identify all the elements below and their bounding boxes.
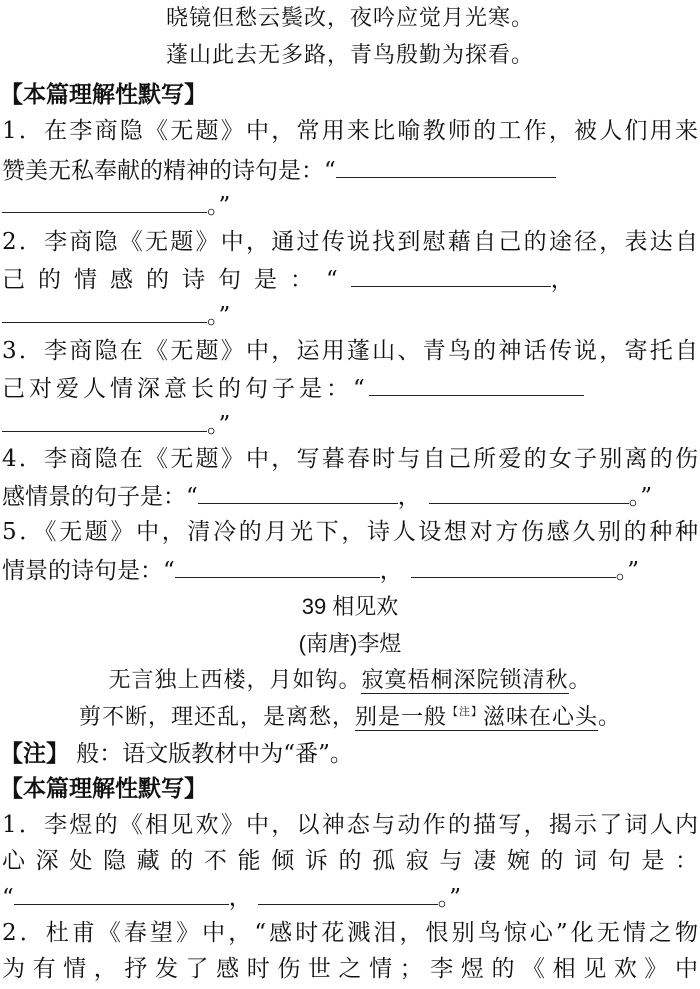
s1-q5-line2 — [2, 555, 700, 586]
answer-blank[interactable] — [429, 481, 629, 504]
note-label: 【注】 — [0, 740, 69, 767]
answer-blank[interactable] — [14, 882, 229, 905]
poem2-line2-c-text: 滋味在心头 — [483, 705, 599, 730]
s1-q1-line2 — [2, 155, 700, 186]
s1-q4-line2 — [2, 481, 700, 512]
answer-blank[interactable] — [336, 155, 556, 178]
s1-q5-end: 。” — [615, 558, 640, 584]
s1-q5-text: 情景的诗句是：“ — [2, 558, 175, 584]
s1-q3-line2 — [2, 373, 700, 404]
note-marker: 【注】 — [447, 705, 483, 718]
section1-heading: 【本篇理解性默写】 — [0, 81, 207, 108]
s1-q1-line3 — [2, 190, 700, 221]
s1-q4-text: 感情景的句子是：“ — [2, 484, 198, 510]
s2-q1-end: 。” — [437, 885, 462, 911]
poem2-author: (南唐)李煜 — [298, 631, 402, 656]
note-text: 般：语文版教材中为“番”。 — [69, 741, 353, 767]
s1-q2-line2 — [2, 264, 700, 295]
answer-blank[interactable] — [351, 264, 551, 287]
s2-q2-line1: 2．杜甫《春望》中，“感时花溅泪，恨别鸟惊心”化无情之物 — [2, 920, 698, 946]
s2-q1-open: “ — [2, 885, 14, 911]
answer-blank[interactable] — [369, 373, 584, 396]
s1-q2-line3 — [2, 300, 700, 331]
answer-blank[interactable] — [198, 481, 398, 504]
poem2-note — [0, 739, 700, 769]
s1-q2-line1: 2．李商隐《无题》中，通过传说找到慰藉自己的途径，表达自 — [2, 229, 698, 255]
s1-q2-comma: ， — [550, 267, 574, 293]
answer-blank[interactable] — [2, 409, 207, 432]
s1-q4-comma: ， — [397, 484, 421, 510]
s1-q1-end: 。” — [207, 193, 231, 219]
poem1-line3: 晓镜但愁云鬓改，夜吟应觉月光寒。 — [165, 6, 534, 31]
s2-q1-line2: 心深处隐藏的不能倾诉的孤寂与凄婉的词句是： — [2, 848, 698, 874]
s2-q1-line3 — [2, 882, 700, 913]
s1-q3-end: 。” — [207, 412, 231, 438]
s1-q2-text: 己的情感的诗句是：“ — [2, 267, 351, 293]
s1-q1-text: 赞美无私奉献的精神的诗句是：“ — [2, 158, 336, 184]
section2-heading: 【本篇理解性默写】 — [0, 775, 207, 802]
answer-blank[interactable] — [175, 555, 380, 578]
s1-q3-line3 — [2, 409, 700, 440]
s1-q5-comma: ， — [379, 558, 403, 584]
poem2-line2-a: 剪不断，理还乱，是离愁， — [78, 705, 355, 730]
poem2-line1-c: 。 — [568, 668, 592, 693]
answer-blank[interactable] — [2, 300, 207, 323]
s2-q2-line2: 为有情，抒发了感时伤世之情；李煜的《相见欢》中 — [2, 956, 698, 982]
s1-q4-end: 。” — [628, 484, 653, 510]
poem2-line1-a: 无言独上西楼，月如钩。 — [108, 668, 362, 693]
answer-blank[interactable] — [411, 555, 616, 578]
poem1-line4: 蓬山此去无多路，青鸟殷勤为探看。 — [165, 43, 534, 68]
s1-q5-line1: 5．《无题》中，清冷的月光下，诗人设想对方伤感久别的种种 — [2, 519, 698, 545]
poem2-line2-b-text: 别是一般 — [354, 705, 447, 730]
poem2-line1-b: 寂寞梧桐深院锁清秋 — [361, 668, 569, 693]
s1-q3-line1: 3．李商隐在《无题》中，运用蓬山、青鸟的神话传说，寄托自 — [2, 338, 698, 364]
answer-blank[interactable] — [258, 882, 438, 905]
poem2-line2-d: 。 — [598, 705, 622, 730]
s2-q1-comma: ， — [228, 885, 252, 911]
poem2-line2 — [0, 703, 700, 736]
poem2-line1 — [0, 666, 700, 696]
poem2-line2-b — [355, 705, 598, 731]
s1-q1-line1: 1．在李商隐《无题》中，常用来比喻教师的工作，被人们用来 — [2, 118, 698, 144]
s1-q3-text: 己对爱人情深意长的句子是：“ — [2, 376, 369, 402]
s1-q4-line1: 4．李商隐在《无题》中，写暮春时与自己所爱的女子别离的伤 — [2, 446, 698, 472]
answer-blank[interactable] — [2, 190, 207, 213]
s1-q2-end: 。” — [207, 303, 231, 329]
s2-q1-line1: 1．李煜的《相见欢》中，以神态与动作的描写，揭示了词人内 — [2, 812, 698, 838]
poem2-title: 39 相见欢 — [301, 594, 399, 619]
